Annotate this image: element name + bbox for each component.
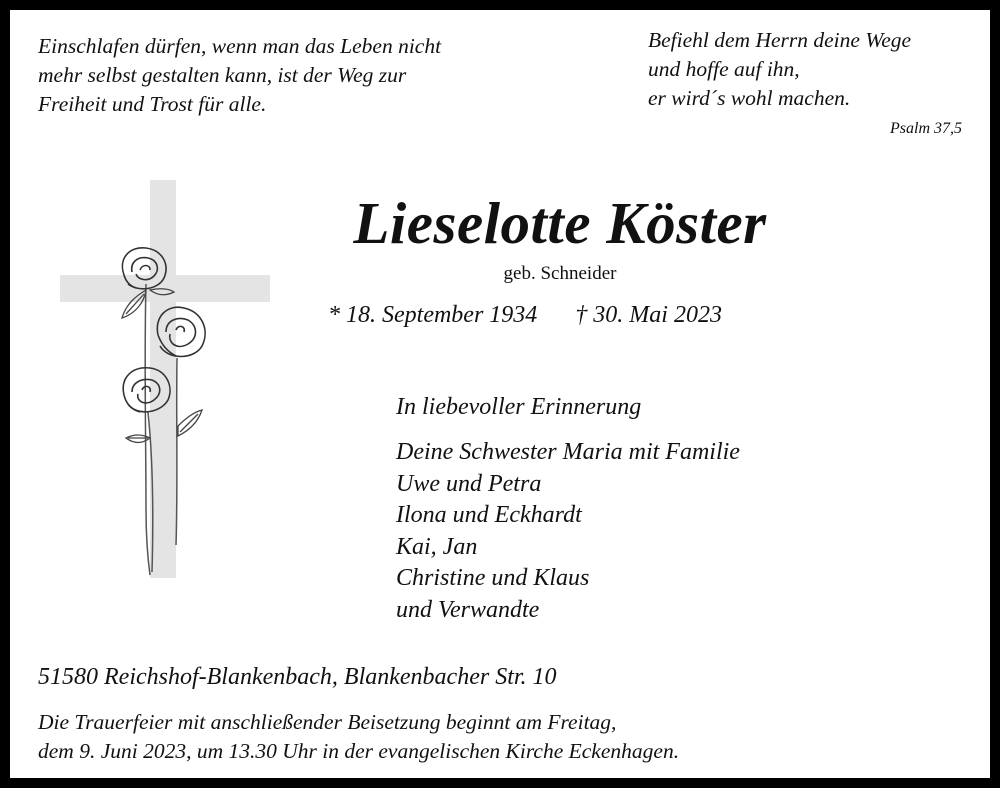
quote-left-line: mehr selbst gestalten kann, ist der Weg zur — [38, 63, 407, 87]
obituary-notice — [10, 10, 990, 778]
quote-reference: Psalm 37,5 — [890, 120, 962, 137]
birth-date: * 18. September 1934 — [328, 302, 538, 328]
cross-with-roses-icon — [60, 180, 270, 580]
service-line: Die Trauerfeier mit anschließender Beisetzung beginnt am Freitag, — [38, 710, 617, 734]
mourner-line: Christine und Klaus — [396, 565, 590, 591]
cross-vertical-bar — [150, 180, 176, 578]
rose-stem — [176, 358, 177, 545]
maiden-name: geb. Schneider — [503, 263, 617, 284]
quote-right-line: und hoffe auf ihn, — [648, 57, 800, 81]
mourners-list — [396, 437, 740, 626]
death-date: † 30. Mai 2023 — [575, 302, 722, 328]
mourner-line: Uwe und Petra — [396, 470, 542, 497]
mourner-line: Deine Schwester Maria mit Familie — [396, 439, 740, 465]
quote-left-line: Freiheit und Trost für alle. — [38, 92, 267, 116]
mourner-line: Ilona und Eckhardt — [396, 502, 582, 528]
quote-right — [648, 26, 978, 113]
life-dates — [328, 300, 722, 330]
mourner-line: Kai, Jan — [396, 533, 478, 560]
quote-left — [38, 32, 558, 119]
quote-right-line: Befiehl dem Herrn deine Wege — [648, 28, 912, 52]
quote-right-line: er wird´s wohl machen. — [648, 86, 851, 110]
deceased-name: Lieselotte Köster — [353, 190, 767, 256]
service-line: dem 9. Juni 2023, um 13.30 Uhr in der evangelischen Kirche Eckenhagen. — [38, 739, 680, 763]
address: 51580 Reichshof-Blankenbach, Blankenbacher Str. 10 — [38, 664, 557, 690]
service-info — [38, 708, 938, 766]
memory-heading: In liebevoller Erinnerung — [396, 394, 642, 420]
mourner-line: und Verwandte — [396, 596, 540, 623]
quote-left-line: Einschlafen dürfen, wenn man das Leben nicht — [38, 34, 442, 58]
